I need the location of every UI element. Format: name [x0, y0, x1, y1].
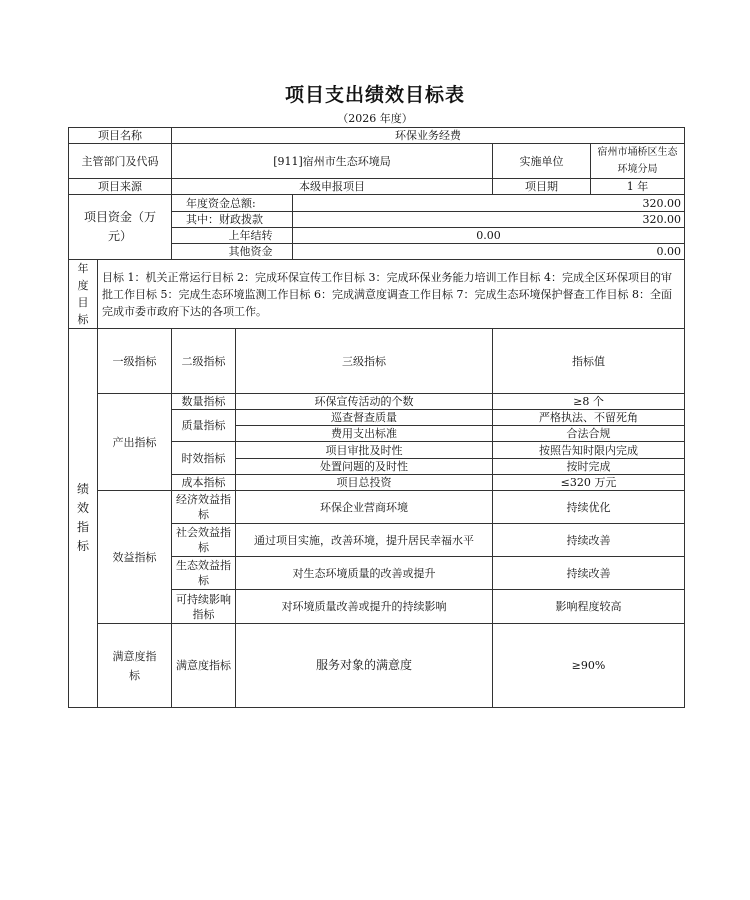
cost-value: ≤320 万元 [493, 475, 685, 491]
row-satisfaction [69, 624, 685, 708]
ecological-value: 持续改善 [493, 557, 685, 590]
row-indicator-header [69, 329, 685, 394]
header-level1: 一级指标 [98, 329, 172, 394]
row-benefit-economic [69, 491, 685, 524]
cost-label: 成本指标 [172, 475, 236, 491]
quality-name-1: 巡查督查质量 [236, 410, 493, 426]
ecological-name: 对生态环境质量的改善或提升 [236, 557, 493, 590]
timeliness-value-1: 按照告知时限内完成 [493, 442, 685, 459]
fiscal-year: （2026 年度） [337, 112, 413, 125]
quantity-name: 环保宣传活动的个数 [236, 394, 493, 410]
funds-total-value: 320.00 [293, 195, 685, 212]
social-label: 社会效益指标 [172, 524, 236, 557]
funds-label: 项目资金（万元） [69, 195, 172, 260]
page-title: 项目支出绩效目标表 [284, 84, 465, 106]
timeliness-value-2: 按时完成 [493, 459, 685, 475]
row-department [69, 144, 685, 179]
period-value: 1 年 [591, 179, 685, 195]
funds-fiscal-label: 其中：财政拨款 [172, 212, 293, 228]
satisfaction-value: ≥90% [493, 624, 685, 708]
dept-value: [911]宿州市生态环境局 [172, 144, 493, 179]
economic-name: 环保企业营商环境 [236, 491, 493, 524]
funds-carryover-label: 上年结转 [172, 228, 293, 244]
header-value: 指标值 [493, 329, 685, 394]
header-level2: 二级指标 [172, 329, 236, 394]
output-indicator-label: 产出指标 [98, 394, 172, 491]
performance-goal-table [68, 127, 685, 708]
quality-name-2: 费用支出标准 [236, 426, 493, 442]
quality-value-2: 合法合规 [493, 426, 685, 442]
annual-goal-label: 年度目标 [69, 260, 98, 329]
funds-total-label: 年度资金总额: [172, 195, 293, 212]
satisfaction-name: 服务对象的满意度 [236, 624, 493, 708]
quantity-label: 数量指标 [172, 394, 236, 410]
row-quantity [69, 394, 685, 410]
timeliness-label: 时效指标 [172, 442, 236, 475]
project-name-label: 项目名称 [69, 128, 172, 144]
performance-indicators-label: 绩效指标 [69, 329, 98, 708]
quality-value-1: 严格执法、不留死角 [493, 410, 685, 426]
impl-unit-label: 实施单位 [493, 144, 591, 179]
dept-label: 主管部门及代码 [69, 144, 172, 179]
funds-fiscal-value: 320.00 [293, 212, 685, 228]
row-project-name [69, 128, 685, 144]
sustainable-label: 可持续影响指标 [172, 590, 236, 624]
satisfaction-sub-label: 满意度指标 [172, 624, 236, 708]
row-annual-goal [69, 260, 685, 329]
sustainable-value: 影响程度较高 [493, 590, 685, 624]
social-value: 持续改善 [493, 524, 685, 557]
cost-name: 项目总投资 [236, 475, 493, 491]
funds-carryover-value: 0.00 [293, 228, 685, 244]
timeliness-name-2: 处置问题的及时性 [236, 459, 493, 475]
annual-goal-text: 目标 1：机关正常运行目标 2：完成环保宣传工作目标 3：完成环保业务能力培训工作目标 4：完成全区环保项目的审批工作目标 5：完成生态环境监测工作目标 6：完成满意度调查工作目标 7：完成生态环境保护督查工作目标 8：全面完成市委市政府下达的各项工作。 [98, 260, 685, 329]
source-label: 项目来源 [69, 179, 172, 195]
impl-unit-value: 宿州市埇桥区生态环境分局 [591, 144, 685, 179]
funds-other-label: 其他资金 [172, 244, 293, 260]
project-name-value: 环保业务经费 [172, 128, 685, 144]
quality-label: 质量指标 [172, 410, 236, 442]
funds-other-value: 0.00 [293, 244, 685, 260]
social-name: 通过项目实施，改善环境，提升居民幸福水平 [236, 524, 493, 557]
timeliness-name-1: 项目审批及时性 [236, 442, 493, 459]
benefit-indicator-label: 效益指标 [98, 491, 172, 624]
satisfaction-indicator-label: 满意度指标 [98, 624, 172, 708]
quantity-value: ≥8 个 [493, 394, 685, 410]
economic-label: 经济效益指标 [172, 491, 236, 524]
economic-value: 持续优化 [493, 491, 685, 524]
sustainable-name: 对环境质量改善或提升的持续影响 [236, 590, 493, 624]
ecological-label: 生态效益指标 [172, 557, 236, 590]
header-level3: 三级指标 [236, 329, 493, 394]
source-value: 本级申报项目 [172, 179, 493, 195]
row-source [69, 179, 685, 195]
row-funds-total [69, 195, 685, 212]
period-label: 项目期 [493, 179, 591, 195]
